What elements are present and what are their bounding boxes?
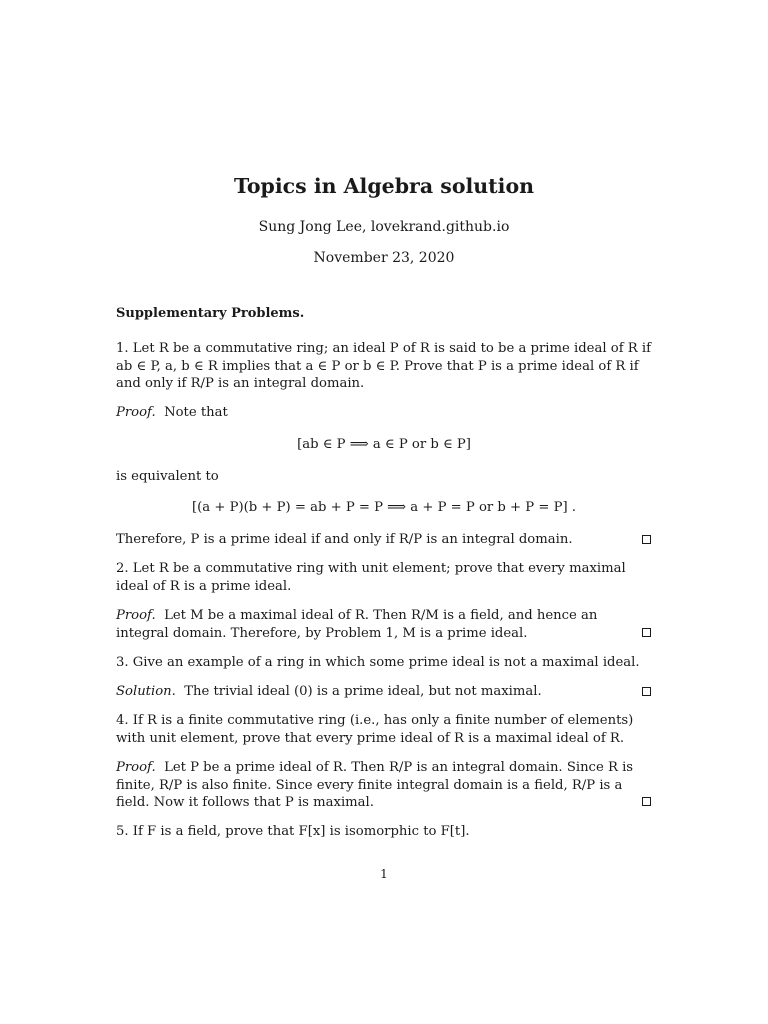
author-line: Sung Jong Lee, lovekrand.github.io	[258, 219, 510, 235]
qed-square-icon	[642, 628, 651, 637]
solution-text: The trivial ideal (0) is a prime ideal, but not maximal.	[184, 684, 542, 699]
problem-1-statement: 1. Let R be a commutative ring; an ideal P of R is said to be a prime ideal of R if ab ∈ P, a, b ∈ R implies that a ∈ P or b ∈ P. Prove that P is a prime ideal of R if and only if R/P is an integral domain.	[116, 341, 651, 391]
problem-3-solution	[116, 683, 654, 701]
proof-text: Let P be a prime ideal of R. Then R/P is an integral domain. Since R is finite, R/P is also finite. Since every finite integral domain is a field, R/P is a field. Now it follows that P is maximal.	[116, 760, 634, 810]
qed-square-icon	[642, 687, 651, 696]
page-number: 1	[380, 867, 388, 881]
problem-4-proof	[116, 759, 654, 812]
qed-square-icon	[642, 797, 651, 806]
proof-label: Proof.	[116, 608, 156, 623]
proof-label: Proof.	[116, 405, 156, 420]
problem-4-statement: 4. If R is a finite commutative ring (i.e., has only a finite number of elements) with unit element, prove that every prime ideal of R is a maximal ideal of R.	[116, 713, 634, 746]
date-line: November 23, 2020	[313, 250, 455, 266]
problem-1-proof-intro	[116, 404, 654, 422]
problem-5-statement: 5. If F is a field, prove that F[x] is isomorphic to F[t].	[116, 824, 470, 839]
solution-label: Solution.	[116, 684, 176, 699]
qed-square-icon	[642, 535, 651, 544]
problem-1-middle: is equivalent to	[116, 469, 219, 484]
problem-1-conclusion: Therefore, P is a prime ideal if and only if R/P is an integral domain.	[116, 532, 573, 547]
proof-text: Note that	[164, 405, 228, 420]
display-equation-2: [(a + P)(b + P) = ab + P = P ⟹ a + P = P or b + P = P] .	[192, 500, 576, 515]
display-equation-1: [ab ∈ P ⟹ a ∈ P or b ∈ P]	[297, 437, 471, 452]
problem-3-statement: 3. Give an example of a ring in which some prime ideal is not a maximal ideal.	[116, 655, 640, 670]
proof-text: Let M be a maximal ideal of R. Then R/M is a field, and hence an integral domain. Therefore, by Problem 1, M is a prime ideal.	[116, 608, 598, 641]
section-title: Supplementary Problems.	[116, 306, 305, 321]
proof-label: Proof.	[116, 760, 156, 775]
problem-2-proof	[116, 607, 654, 642]
document-title: Topics in Algebra solution	[233, 174, 535, 198]
problem-2-statement: 2. Let R be a commutative ring with unit element; prove that every maximal ideal of R is a prime ideal.	[116, 561, 626, 594]
